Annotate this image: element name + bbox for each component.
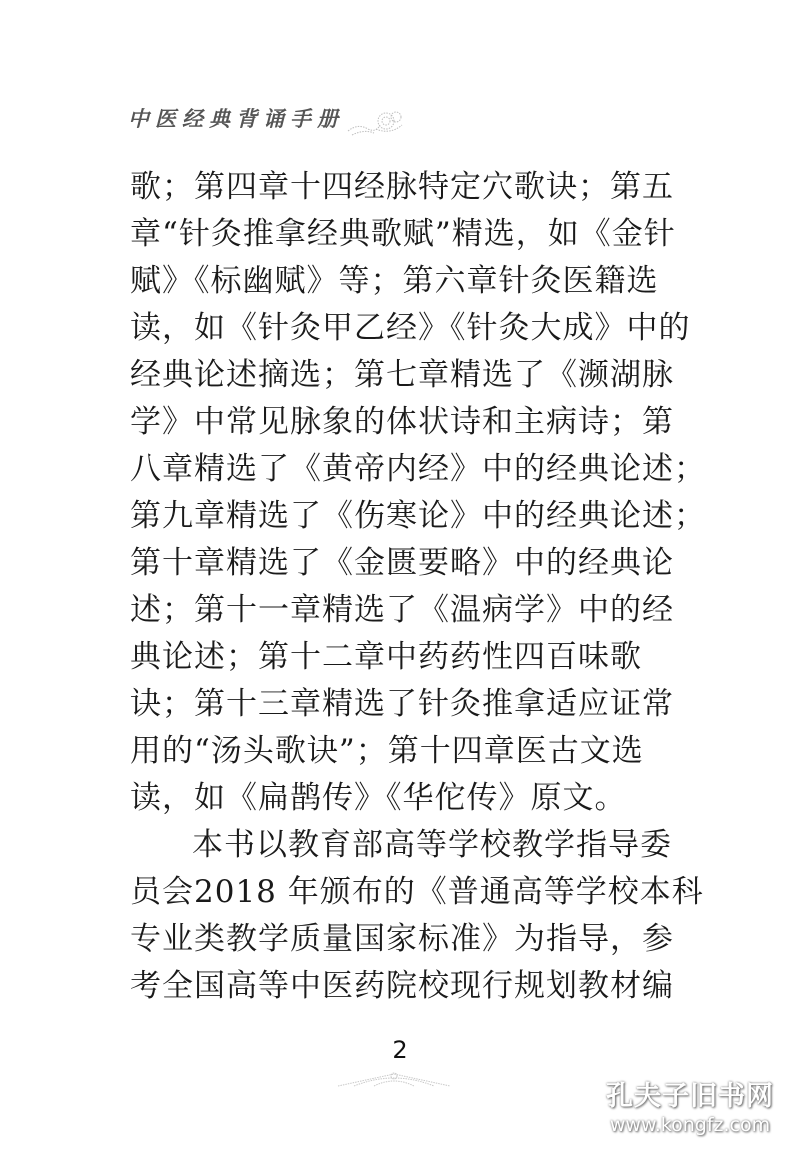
text-line: 读，如《针灸甲乙经》《针灸大成》中的 — [130, 310, 691, 346]
text-line: 考全国高等中医药院校现行规划教材编 — [130, 968, 674, 1004]
text-line: 第九章精选了《伤寒论》中的经典论述； — [130, 498, 706, 534]
text-line: 学》中常见脉象的体状诗和主病诗；第 — [130, 404, 674, 440]
text-line: 经典论述摘选；第七章精选了《濒湖脉 — [130, 357, 674, 393]
text-line: 第十章精选了《金匮要略》中的经典论 — [130, 545, 674, 581]
text-line: 述；第十一章精选了《温病学》中的经 — [130, 592, 674, 628]
text-line: 用的“汤头歌诀”；第十四章医古文选 — [130, 733, 644, 769]
text-line: 诀；第十三章精选了针灸推拿适应证常 — [130, 686, 674, 722]
cloud-ornament-icon — [346, 109, 406, 141]
text-line: 歌；第四章十四经脉特定穴歌诀；第五 — [130, 169, 674, 205]
body-text — [130, 164, 706, 1010]
text-line: 赋》《标幽赋》等；第六章针灸医籍选 — [130, 263, 659, 299]
watermark — [600, 1080, 780, 1136]
text-line: 八章精选了《黄帝内经》中的经典论述； — [130, 451, 706, 487]
running-header — [128, 98, 406, 138]
paragraph-end-line: 读，如《扁鹊传》《华佗传》原文。 — [130, 780, 627, 816]
lotus-ornament-icon — [334, 1070, 454, 1094]
text-line: 专业类教学质量国家标准》为指导，参 — [130, 921, 674, 957]
page-number: 2 — [392, 1036, 408, 1064]
watermark-name: 孔夫子旧书网 — [606, 1081, 774, 1112]
paragraph-start-line: 本书以教育部高等学校教学指导委 — [192, 827, 672, 863]
text-line: 章“针灸推拿经典歌赋”精选，如《金针 — [130, 216, 676, 252]
text-line: 典论述；第十二章中药药性四百味歌 — [130, 639, 642, 675]
watermark-url: www.kongfz.com — [609, 1114, 771, 1136]
text-line: 员会2018 年颁布的《普通高等学校本科 — [130, 874, 704, 910]
book-title: 中医经典背诵手册 — [128, 107, 344, 131]
